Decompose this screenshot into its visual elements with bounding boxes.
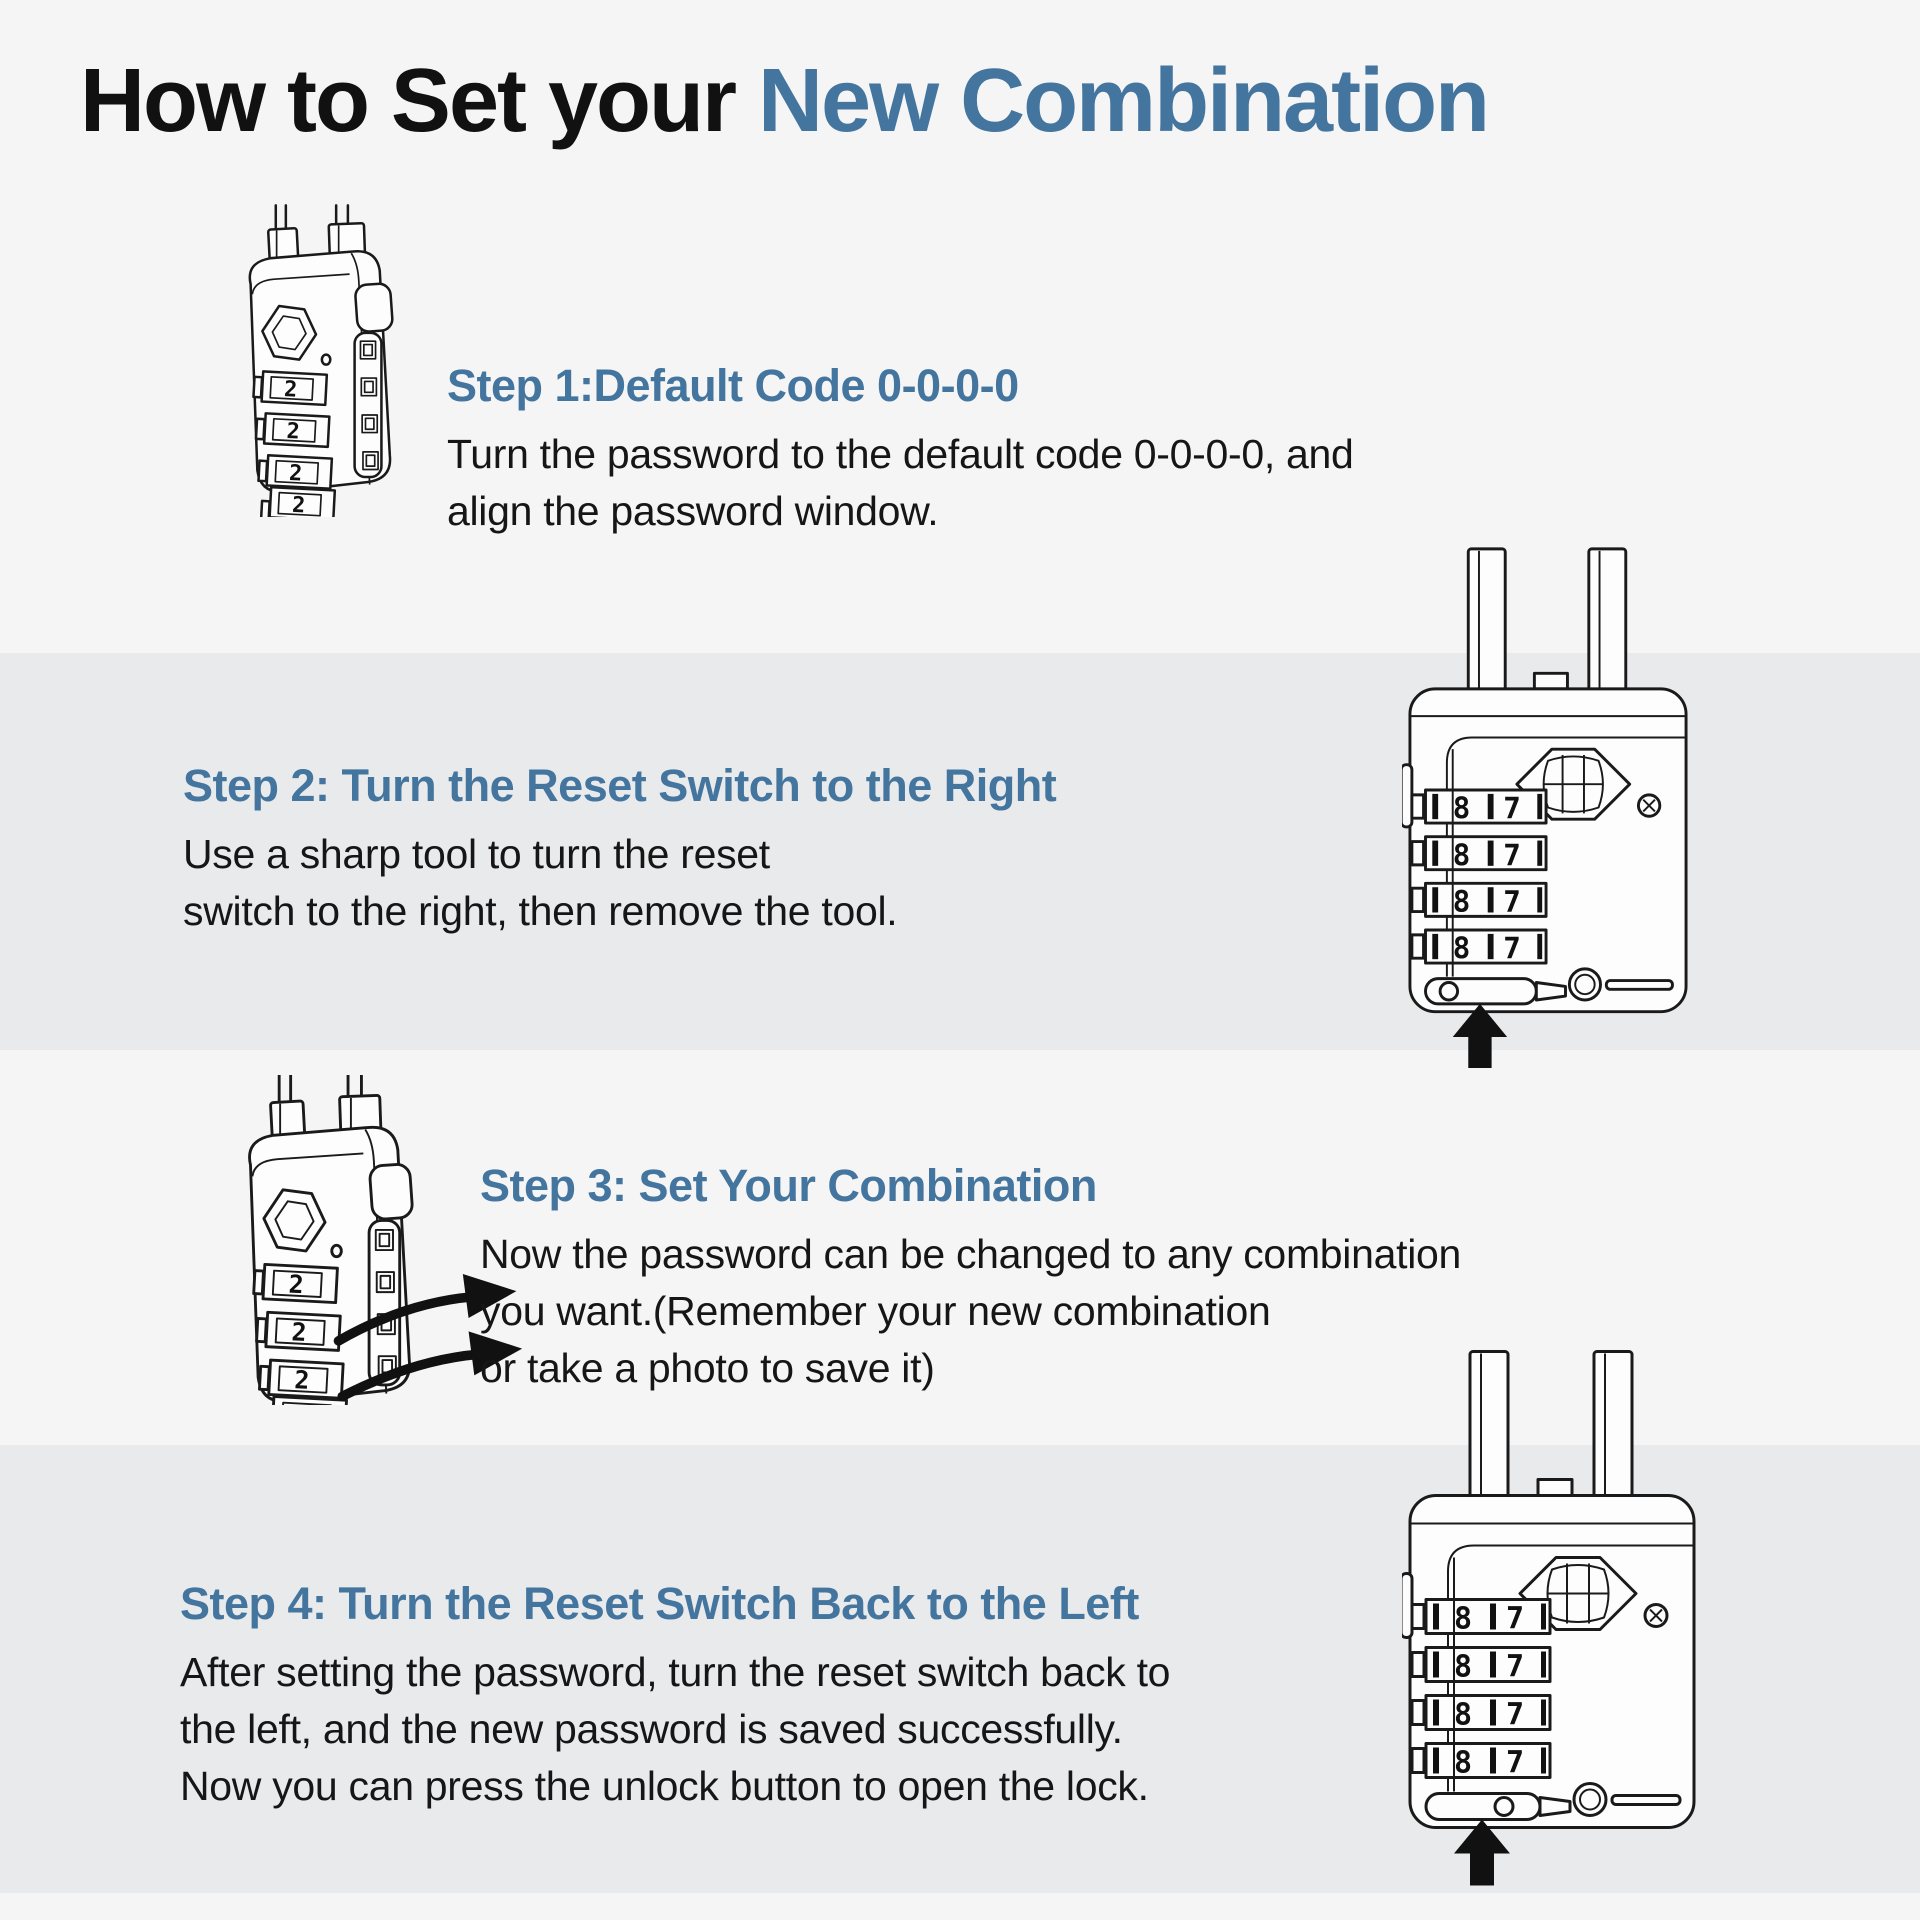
step-2 bbox=[183, 760, 1056, 940]
combination-lock-3d-icon bbox=[250, 1075, 413, 1405]
step-1-body-line: Turn the password to the default code 0-0-0-0, and bbox=[447, 431, 1354, 477]
step-3-body-line: or take a photo to save it) bbox=[480, 1345, 935, 1391]
step-1 bbox=[447, 360, 1354, 540]
step-1-lock-illustration bbox=[202, 183, 420, 517]
combination-lock-front-icon bbox=[1402, 549, 1686, 1012]
step-1-heading: Step 1:Default Code 0-0-0-0 bbox=[447, 360, 1019, 411]
step-4-body-line: the left, and the new password is saved successfully. bbox=[180, 1706, 1123, 1752]
combination-lock-front-icon bbox=[1402, 1352, 1694, 1828]
step-3-heading: Step 3: Set Your Combination bbox=[480, 1160, 1097, 1211]
step-2-heading: Step 2: Turn the Reset Switch to the Right bbox=[183, 760, 1057, 811]
step-2-lock-illustration bbox=[1402, 545, 1694, 1070]
up-arrow-icon bbox=[1453, 1004, 1507, 1068]
combination-lock-3d-icon bbox=[250, 205, 393, 517]
step-4-body-line: Now you can press the unlock button to open the lock. bbox=[180, 1763, 1149, 1809]
step-4-lock-illustration bbox=[1402, 1345, 1702, 1890]
step-4 bbox=[180, 1578, 1170, 1815]
step-3 bbox=[480, 1160, 1461, 1397]
step-4-heading: Step 4: Turn the Reset Switch Back to the Left bbox=[180, 1578, 1139, 1629]
step-2-body-line: switch to the right, then remove the tool. bbox=[183, 888, 898, 934]
step-3-lock-illustration bbox=[195, 1075, 525, 1405]
step-2-body-line: Use a sharp tool to turn the reset bbox=[183, 831, 770, 877]
up-arrow-icon bbox=[1454, 1820, 1510, 1886]
step-4-body-line: After setting the password, turn the reset switch back to bbox=[180, 1649, 1171, 1695]
step-1-body-line: align the password window. bbox=[447, 488, 939, 534]
page-title bbox=[80, 50, 1488, 153]
title-highlight: New Combination bbox=[758, 51, 1489, 151]
step-3-body-line: you want.(Remember your new combination bbox=[480, 1288, 1271, 1334]
title-prefix: How to Set your bbox=[80, 51, 759, 151]
step-3-body-line: Now the password can be changed to any combination bbox=[480, 1231, 1462, 1277]
